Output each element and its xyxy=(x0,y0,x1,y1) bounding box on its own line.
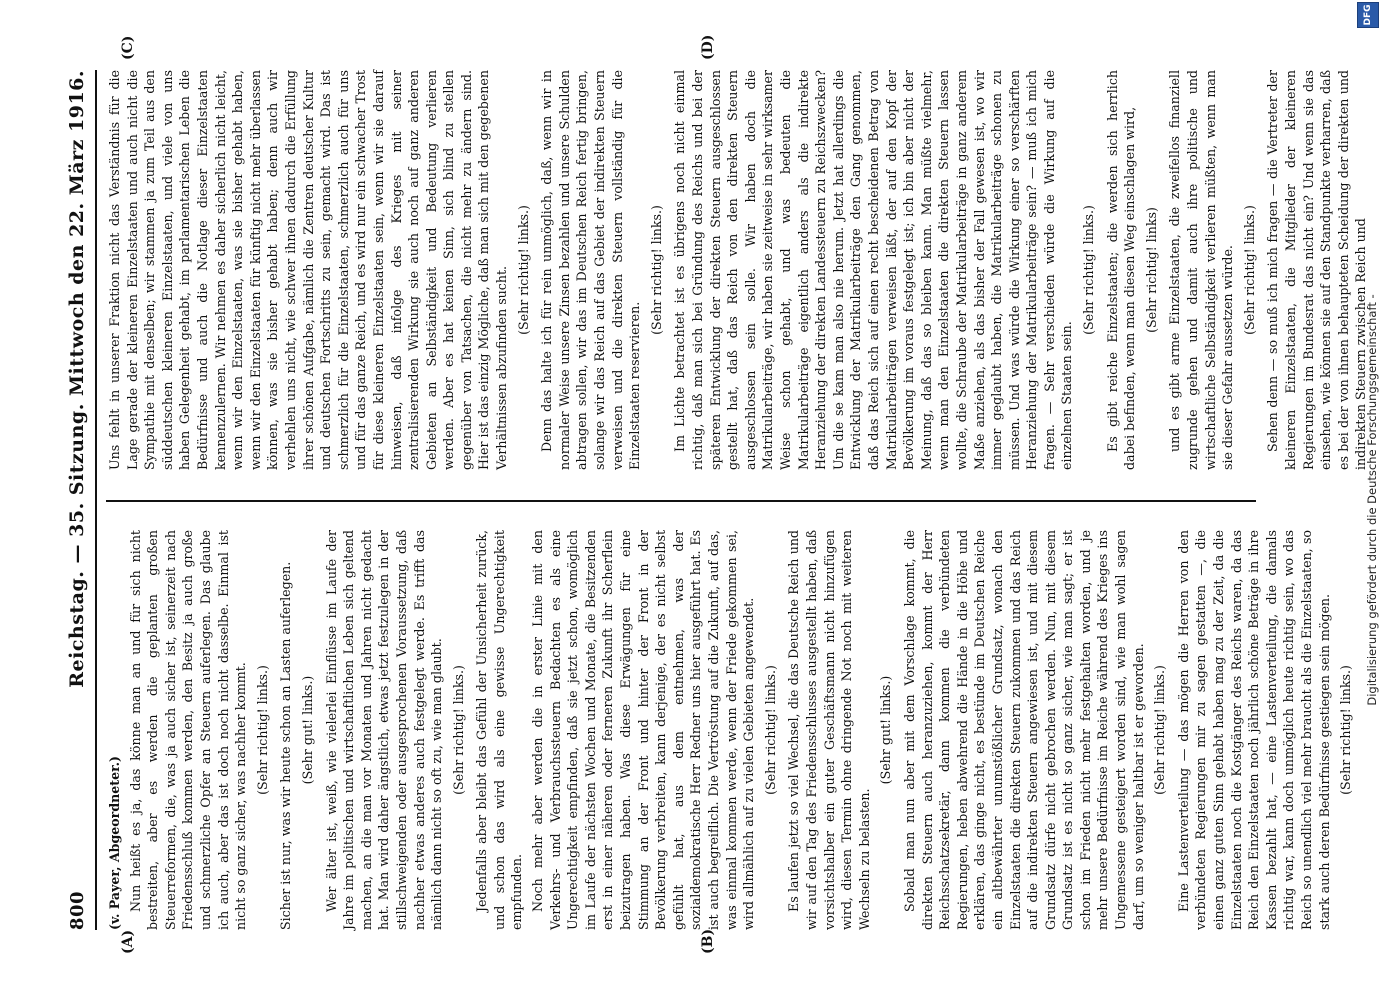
column-divider xyxy=(106,500,1256,502)
speech-paragraph: Wer älter ist, weiß, wie vielerlei Einflüsse im Laufe der Jahre im politischen und wirtschaftlichen Leben sich geltend machen, an die man vor Monaten und Jahren nicht gedacht hat. Man wird daher ängstlich, etwas jetzt festzulegen in der stillschweigenden oder ausgesprochenen Voraussetzung, daß nachher etwas anderes auch festgelegt werde. Es trifft das nämlich dann nicht so oft zu, wie man glaubt. xyxy=(323,530,445,930)
right-text-column xyxy=(106,70,1369,470)
page-number: 800 xyxy=(66,890,88,930)
margin-marker-d: (D) xyxy=(700,34,716,60)
digitization-credit: Digitalisierung gefördert durch die Deutsche Forschungsgemeinschaft - xyxy=(1365,294,1379,706)
interjection-remark: (Sehr richtig! links.) xyxy=(648,205,664,335)
interjection-remark: (Sehr richtig! links.) xyxy=(762,665,778,795)
interjection-remark: (Sehr gut! links.) xyxy=(299,675,315,785)
speech-paragraph: Es gibt reiche Einzelstaaten; die werden sich herrlich dabei befinden, wenn man diesen Weg einschlagen wird, xyxy=(1104,70,1138,470)
speech-paragraph: Im Lichte betrachtet ist es übrigens noch nicht einmal richtig, daß man sich bei Gründung des Reichs und bei der späteren Entwicklung der direkten Steuern ausgeschlossen gestellt hat, daß das Reich von den direkten Steuern ausgeschlossen sein solle. Wir haben doch die Matrikularbeiträge, wir haben sie zeitweise in sehr wirksamer Weise schon gehabt, und was bedeuten die Matrikularbeiträge eigentlich anders als die indirekte Heranziehung der direkten Landessteuern zu Reichszwecken? Um die se kam man also nie herum. Jetzt hat allerdings die Entwicklung der Matrikularbeiträge den Gang genommen, daß das Reich sich auf einen recht bescheidenen Betrag von Matrikularbeiträgen verweisen läßt, der auf den Kopf der Bevölkerung im voraus festgelegt ist; ich bin aber nicht der Meinung, daß das so bleiben kann. Man müßte vielmehr, wenn man den Einzelstaaten die direkten Steuern lassen wollte, die Schraube der Matrikularbeiträge in ganz anderem Maße anziehen, als das bisher der Fall gewesen ist, wo wir immer geglaubt haben, die Matrikularbeiträge schonen zu müssen. Und was würde die Wirkung einer so verschärften Heranziehung der Matrikularbeiträge sein? — muß ich mich fragen. — Sehr verschieden würde die Wirkung auf die einzelnen Staaten sein. xyxy=(672,70,1075,470)
speaker-label: (v. Payer, Abgeordneter.) xyxy=(107,756,122,930)
speech-paragraph: Sobald man nun aber mit dem Vorschlage kommt, die direkten Steuern auch heranzuziehen, kommt der Herr Reichsschatzsekretär, dann kommen die verbündeten Regierungen, heben abwehrend die Hände in die Höhe und erklären, das ginge nicht, es bestünde im Deutschen Reiche ein altbewährter unumstößlicher Grundsatz, wonach den Einzelstaaten die direkten Steuern zukommen und das Reich auf die indirekten Steuern angewiesen ist, und mit diesem Grundsatz dürfe nicht gebrochen werden. Nun, mit diesem Grundsatz ist es nicht so ganz sicher, wie man sagt; er ist schon im Frieden nicht mehr festgehalten worden, und je mehr unsere Bedürfnisse im Reiche während des Krieges ins Ungemessene gesteigert worden sind, wie man wohl sagen darf, um so weniger haltbar ist er geworden. xyxy=(901,530,1146,930)
speech-paragraph: Es laufen jetzt so viel Wechsel, die das Deutsche Reich und wir auf den Tag des Friedensschlusses ausgestellt haben, daß vorsichtshalber ein guter Geschäftsmann nicht hinzufügen wird, diesen Termin ohne dringende Not noch mit weiteren Wechseln zu belasten. xyxy=(786,530,872,930)
interjection-remark: (Sehr richtig! links.) xyxy=(1152,665,1168,795)
speech-paragraph: Uns fehlt in unserer Fraktion nicht das Verständnis für die Lage gerade der kleineren Einzelstaaten und auch nicht die Sympathie mit denselben; wir stammen ja zum Teil aus den süddeutschen kleineren Einzelstaaten, und viele von uns haben Gelegenheit gehabt, im parlamentarischen Leben die Bedürfnisse und auch die Notlage dieser Einzelstaaten kennenzulernen. Wir nehmen es daher sicherlich nicht leicht, wenn wir den Einzelstaaten, was sie bisher gehabt haben, wenn wir den Einzelstaaten für künftig nicht mehr überlassen können, was sie bisher gehabt haben; denn auch wir verhehlen uns nicht, wie schwer ihnen dadurch die Erfüllung ihrer schönen Aufgabe, nämlich die Zentren deutscher Kultur und deutschen Fortschritts zu sein, gemacht wird. Das ist schmerzlich für die Einzelstaaten, schmerzlich auch für uns und für das ganze Reich, und es wird nur ein schwacher Trost für diese kleineren Einzelstaaten sein, wenn wir sie darauf hinweisen, daß infolge des Krieges mit seiner zentralisierenden Wirkung sie auch noch auf ganz anderen Gebieten an Selbständigkeit und Bedeutung verlieren werden. Aber es hat keinen Sinn, sich blind zu stellen gegenüber von Tatsachen, die nicht mehr zu ändern sind. Hier ist das einzig Mögliche, daß man sich mit den gegebenen Verhältnissen abzufinden sucht. xyxy=(107,70,510,470)
header-rule xyxy=(95,70,97,930)
interjection-remark: (Sehr richtig! links.) xyxy=(1081,205,1097,335)
left-text-column xyxy=(106,530,1354,930)
margin-marker-a: (A) xyxy=(120,929,136,954)
interjection-remark: (Sehr richtig! links.) xyxy=(515,205,531,335)
speech-paragraph: Nun heißt es ja, das könne man an und für sich nicht bestreiten, aber es werden die geplanten großen Steuerreformen, die, was ja auch sicher ist, seinerzeit nach Friedensschluß kommen werden, den Besitz ja auch große und schmerzliche Opfer an Steuern auferlegen. Das glaube ich auch, aber das ist doch noch nicht dasselbe. Einmal ist nicht so ganz sicher, was nachher kommt. xyxy=(127,530,249,930)
speech-paragraph: Sehen denn — so muß ich mich fragen — die Vertreter der kleineren Einzelstaaten, die Mitglieder der kleineren Regierungen im Bundesrat das nicht ein? Und wenn sie das einsehen, wie können sie auf den Standpunkte verharren, daß es bei der von ihnen behaupteten Scheidung der direkten und indirekten Steuern zwischen Reich und xyxy=(1265,70,1369,470)
margin-marker-c: (C) xyxy=(120,35,136,60)
speech-paragraph: Noch mehr aber werden die in erster Linie mit den Verkehrs- und Verbrauchssteuern Bedachten es als eine Ungerechtigkeit empfinden, daß sie jetzt schon, womöglich im Laufe der nächsten Wochen und Monate, die Besitzenden erst in einer näheren oder ferneren Zukunft ihr Scherflein beizutragen haben. Was diese Erwägungen für eine Stimmung an der Front und hinter der Front in der Bevölkerung verbreiten, kann derjenige, der es nicht selbst gefühlt hat, aus dem entnehmen, was der sozialdemokratische Herr Redner uns hier ausgeführt hat. Es ist auch begreiflich. Die Vertröstung auf die Zukunft, auf das, was einmal kommen werde, wenn der Friede gekommen sei, wird allmählich auf zu vielen Gebieten angewendet. xyxy=(530,530,757,930)
speech-paragraph: Eine Lastenverteilung — das mögen die Herren von den verbündeten Regierungen mir zu sagen gestatten —, die einen ganz guten Sinn gehabt haben mag zu der Zeit, da die Einzelstaaten noch die Kostgänger des Reichs waren, da das Reich den Einzelstaaten noch jährlich schöne Beträge in ihre Kassen bezahlt hat, — eine Lastenverteilung, die damals richtig war, kann doch unmöglich heute richtig sein, wo das Reich so unendlich viel mehr braucht als die Einzelstaaten, so stark auch deren Bedürfnisse gestiegen sein mögen. xyxy=(1175,530,1332,930)
speech-paragraph: Jedenfalls aber bleibt das Gefühl der Unsicherheit zurück, und schon das wird als eine gewisse Ungerechtigkeit empfunden. xyxy=(474,530,525,930)
interjection-remark: (Sehr richtig! links.) xyxy=(254,665,270,795)
speech-paragraph: Sicher ist nur, was wir heute schon an Lasten auferlegen. xyxy=(278,561,294,930)
interjection-remark: (Sehr richtig! links.) xyxy=(450,665,466,795)
dfg-logo: DFG xyxy=(1357,2,1379,28)
interjection-remark: (Sehr richtig! links.) xyxy=(1338,665,1354,795)
speech-paragraph: und es gibt arme Einzelstaaten, die zweifellos finanziell zugrunde gehen und damit auch ihre politische und wirtschaftliche Selbständigkeit verlieren müßten, wenn man sie dieser Gefahr aussetzen würde. xyxy=(1167,70,1236,470)
interjection-remark: (Sehr gut! links.) xyxy=(878,675,894,785)
interjection-remark: (Sehr richtig! links) xyxy=(1143,207,1159,333)
page-header xyxy=(62,70,92,930)
margin-marker-b: (B) xyxy=(700,928,716,954)
interjection-remark: (Sehr richtig! links.) xyxy=(1241,205,1257,335)
page-headline: Reichstag. — 35. Sitzung. Mittwoch den 22. März 1916. xyxy=(66,70,88,688)
speech-paragraph: Denn das halte ich für rein unmöglich, daß, wenn wir in normaler Weise unsere Zinsen bezahlen und unsere Schulden abtragen sollen, wir das im Deutschen Reich fertig bringen, solange wir das Reich auf das Gebiet der indirekten Steuern verweisen und die direkten Steuern vollständig für die Einzelstaaten reservieren. xyxy=(539,70,643,470)
